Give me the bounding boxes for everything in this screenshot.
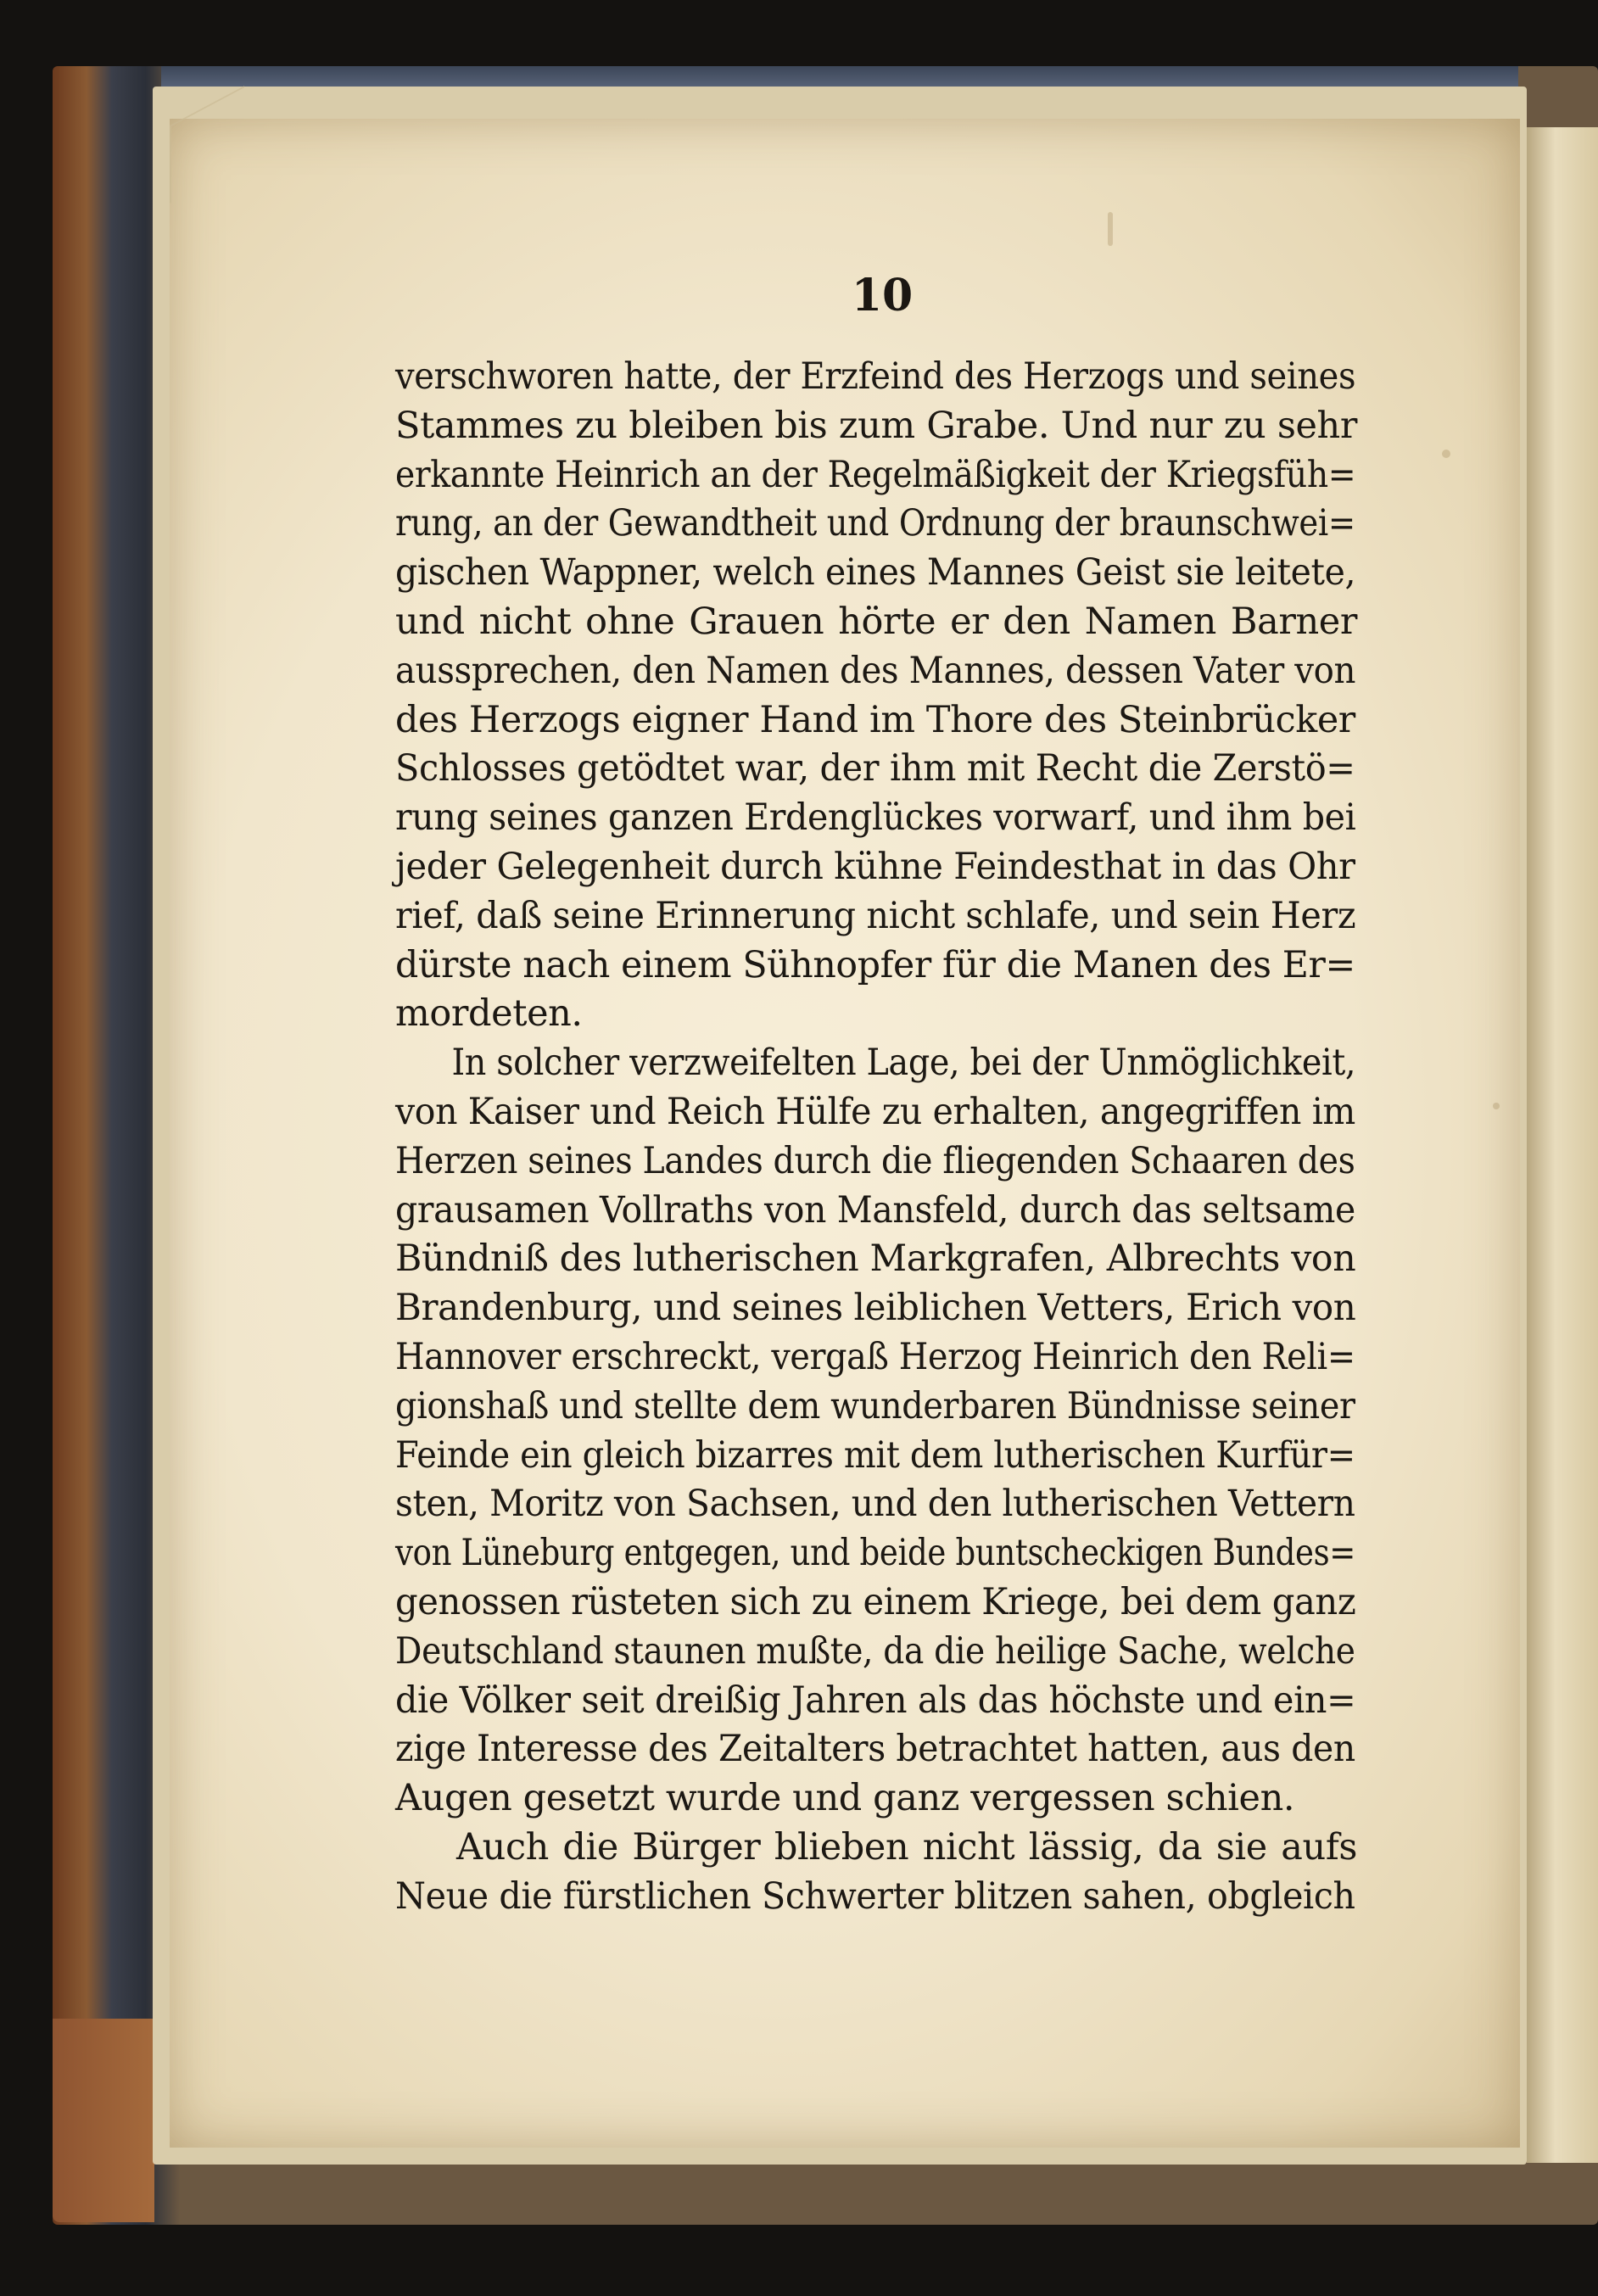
text-line: Bündniß des lutherischen Markgrafen, Albrechts von [395, 1237, 1356, 1281]
text-line: Augen gesetzt wurde und ganz vergessen schien. [395, 1777, 1295, 1820]
text-line: jeder Gelegenheit durch kühne Feindesthat in das Ohr [395, 845, 1355, 888]
text-line: Hannover erschreckt, vergaß Herzog Heinrich den Reli= [395, 1335, 1355, 1378]
text-line: Brandenburg, und seines leiblichen Vetters, Erich von [395, 1287, 1356, 1330]
text-line: von Kaiser und Reich Hülfe zu erhalten, angegriffen im [395, 1090, 1355, 1133]
facing-page-edge [1527, 127, 1598, 2163]
text-line: genossen rüsteten sich zu einem Kriege, bei dem ganz [395, 1580, 1356, 1623]
text-line: Schlosses getödtet war, der ihm mit Recht die Zerstö= [395, 747, 1355, 790]
cover-corner [53, 2019, 154, 2222]
page-number: 10 [851, 270, 914, 321]
text-line: grausamen Vollraths von Mansfeld, durch das seltsame [395, 1188, 1355, 1232]
text-line: die Völker seit dreißig Jahren als das höchste und ein= [395, 1679, 1356, 1722]
foxing-spot [1493, 1103, 1500, 1109]
text-line: aussprechen, den Namen des Mannes, dessen Vater von [395, 649, 1356, 692]
text-line: Auch die Bürger blieben nicht lässig, da sie aufs [456, 1825, 1357, 1869]
text-line: des Herzogs eigner Hand im Thore des Steinbrücker [395, 698, 1355, 741]
text-line: Deutschland staunen mußte, da die heilige Sache, welche [395, 1629, 1355, 1673]
text-line: rief, daß seine Erinnerung nicht schlafe, und sein Herz [395, 894, 1356, 937]
text-line: Stammes zu bleiben bis zum Grabe. Und nur zu sehr [395, 404, 1357, 447]
text-line: Feinde ein gleich bizarres mit dem lutherischen Kurfür= [395, 1433, 1355, 1477]
text-line: gionshaß und stellte dem wunderbaren Bündnisse seiner [395, 1384, 1355, 1427]
text-line: sten, Moritz von Sachsen, und den lutherischen Vettern [395, 1483, 1355, 1526]
text-line: zige Interesse des Zeitalters betrachtet hatten, aus den [395, 1728, 1355, 1771]
text-line: erkannte Heinrich an der Regelmäßigkeit der Kriegsfüh= [395, 453, 1356, 496]
text-line: verschworen hatte, der Erzfeind des Herzogs und seines [395, 355, 1356, 398]
page-body-text [395, 353, 1357, 1922]
text-line: rung seines ganzen Erdenglückes vorwarf, und ihm bei [395, 796, 1356, 840]
text-line: dürste nach einem Sühnopfer für die Manen des Er= [395, 943, 1355, 986]
text-line: gischen Wappner, welch eines Mannes Geist sie leitete, [395, 551, 1356, 595]
text-line: Herzen seines Landes durch die fliegenden Schaaren des [395, 1139, 1355, 1182]
foxing-spot [1108, 212, 1113, 246]
foxing-spot [1442, 450, 1450, 458]
text-line: und nicht ohne Grauen hörte er den Namen Barner [395, 600, 1357, 643]
text-line: Neue die fürstlichen Schwerter blitzen sahen, obgleich [395, 1874, 1355, 1918]
text-line: mordeten. [395, 992, 583, 1036]
text-line: von Lüneburg entgegen, und beide buntscheckigen Bundes= [395, 1532, 1356, 1575]
text-line: rung, an der Gewandtheit und Ordnung der braunschwei= [395, 502, 1355, 545]
text-line: In solcher verzweifelten Lage, bei der Unmöglichkeit, [451, 1042, 1356, 1085]
